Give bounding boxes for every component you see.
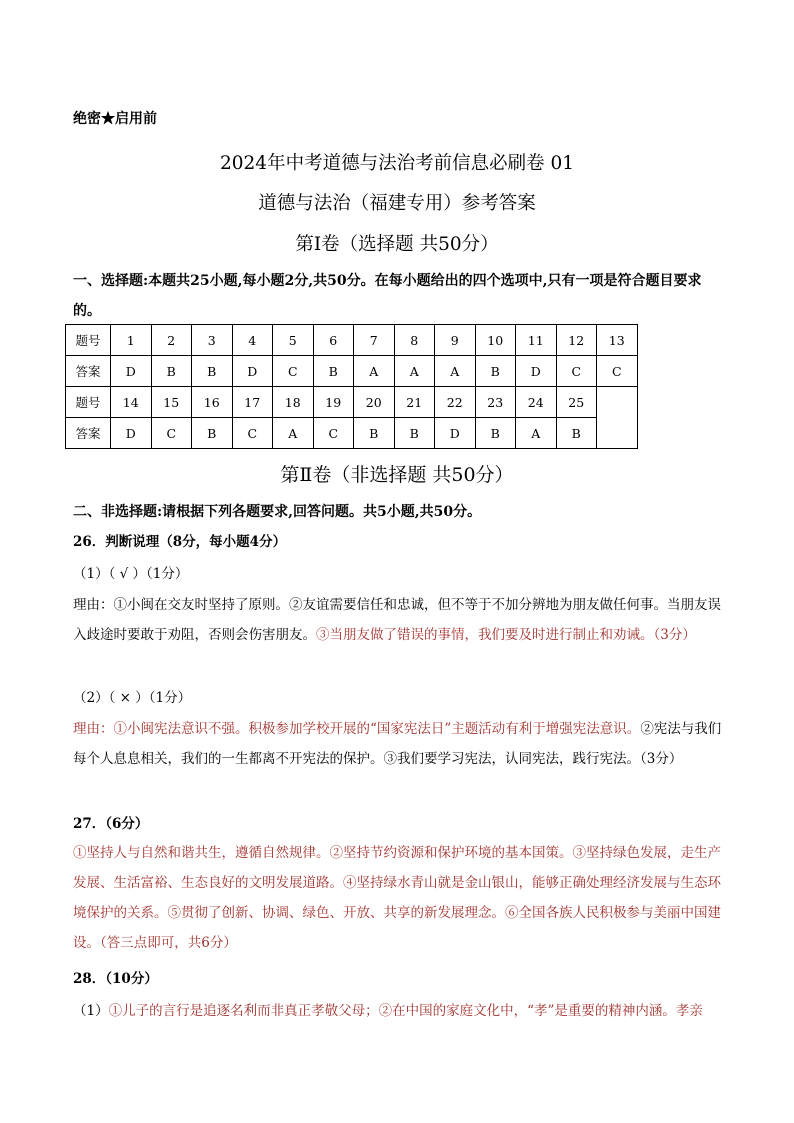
question-number: 2 — [151, 325, 192, 356]
q26-part2-reason-red: 理由：①小闽宪法意识不强。积极参加学校开展的“国家宪法日”主题活动有利于增强宪法意识。 — [73, 721, 641, 737]
question-number: 3 — [192, 325, 233, 356]
answer-cell: D — [111, 356, 152, 387]
q26-part1-reason — [73, 590, 723, 650]
section-one-instruction: 一、选择题:本题共25小题,每小题2分,共50分。在每小题给出的四个选项中,只有一项是符合题目要求的。 — [73, 273, 702, 319]
question-number: 9 — [435, 325, 476, 356]
answer-cell: D — [232, 356, 273, 387]
table-cell-label: 题号 — [66, 387, 111, 418]
question-number: 13 — [597, 325, 638, 356]
part-one-heading: 第Ⅰ卷（选择题 共50分） — [295, 234, 499, 255]
q26-part2-reason-text: ②宪法与我们每个人息息相关，我们的一生都离不开宪法的保护。③我们要学习宪法，认同宪法，践行宪法。（3分） — [73, 721, 722, 767]
answer-cell: B — [151, 356, 192, 387]
answer-cell: B — [192, 356, 233, 387]
question-number: 15 — [151, 387, 192, 418]
question-number: 20 — [354, 387, 395, 418]
answer-cell: C — [273, 356, 314, 387]
answer-cell: B — [475, 418, 516, 449]
question-number: 22 — [435, 387, 476, 418]
answer-table — [65, 324, 638, 449]
question-number: 10 — [475, 325, 516, 356]
answer-cell: B — [354, 418, 395, 449]
answer-cell: B — [313, 356, 354, 387]
question-number: 7 — [354, 325, 395, 356]
empty-cell — [597, 387, 638, 449]
q27-answer: ①坚持人与自然和谐共生，遵循自然规律。②坚持节约资源和保护环境的基本国策。③坚持绿色发展，走生产发展、生活富裕、生态良好的文明发展道路。④坚持绿水青山就是金山银山，能够正确处理经济发展与生态环境保护的关系。⑤贯彻了创新、协调、绿色、开放、共享的新发展理念。⑥全国各族人民积极参与美丽中国建设。（答三点即可，共6分） — [73, 845, 721, 951]
question-number: 17 — [232, 387, 273, 418]
question-number: 5 — [273, 325, 314, 356]
q26-heading: 26．判断说理（8分，每小题4分） — [73, 534, 287, 550]
answer-cell: C — [597, 356, 638, 387]
q26-part1-mark: （1）（ √ ）（1分） — [73, 566, 189, 582]
answer-cell: B — [394, 418, 435, 449]
question-number: 25 — [556, 387, 597, 418]
q28-part1-label: （1） — [73, 1003, 109, 1019]
question-number: 4 — [232, 325, 273, 356]
question-number: 18 — [273, 387, 314, 418]
exam-subtitle: 道德与法治（福建专用）参考答案 — [258, 193, 536, 214]
part-two-heading: 第Ⅱ卷（非选择题 共50分） — [280, 464, 514, 486]
answer-cell: D — [111, 418, 152, 449]
q26-part2-reason — [73, 714, 723, 774]
q27-heading: 27．（6分） — [73, 816, 149, 832]
answer-cell: A — [435, 356, 476, 387]
answer-cell: B — [192, 418, 233, 449]
question-number: 11 — [516, 325, 557, 356]
section-two-instruction: 二、非选择题:请根据下列各题要求,回答问题。共5小题,共50分。 — [73, 504, 482, 520]
table-row — [66, 325, 638, 356]
question-number: 14 — [111, 387, 152, 418]
answer-cell: A — [273, 418, 314, 449]
question-number: 19 — [313, 387, 354, 418]
question-number: 6 — [313, 325, 354, 356]
question-number: 16 — [192, 387, 233, 418]
q26-part1-reason-red: ③当朋友做了错误的事情，我们要及时进行制止和劝诫。（3分） — [316, 627, 696, 643]
answer-cell: A — [516, 418, 557, 449]
table-cell-label: 答案 — [66, 356, 111, 387]
answer-cell: A — [394, 356, 435, 387]
q26-part2-mark: （2）（ × ）（1分） — [73, 690, 192, 706]
answer-cell: D — [435, 418, 476, 449]
answer-cell: D — [516, 356, 557, 387]
table-row — [66, 387, 638, 418]
q28-part1 — [73, 996, 723, 1026]
question-number: 1 — [111, 325, 152, 356]
exam-title: 2024年中考道德与法治考前信息必刷卷 01 — [219, 153, 574, 174]
answer-cell: B — [475, 356, 516, 387]
question-number: 23 — [475, 387, 516, 418]
q28-part1-text: ①儿子的言行是追逐名利而非真正孝敬父母；②在中国的家庭文化中，“孝”是重要的精神内涵。孝亲 — [108, 1003, 703, 1019]
answer-cell: C — [313, 418, 354, 449]
answer-cell: C — [151, 418, 192, 449]
table-row — [66, 418, 638, 449]
q28-heading: 28．（10分） — [73, 971, 158, 987]
question-number: 21 — [394, 387, 435, 418]
question-number: 24 — [516, 387, 557, 418]
q26-part1-reason-text: 理由：①小闽在交友时坚持了原则。②友谊需要信任和忠诚，但不等于不加分辨地为朋友做任何事。当朋友误入歧途时要敢于劝阻，否则会伤害朋友。 — [73, 597, 721, 643]
answer-cell: C — [232, 418, 273, 449]
table-cell-label: 题号 — [66, 325, 111, 356]
answer-cell: C — [556, 356, 597, 387]
answer-cell: B — [556, 418, 597, 449]
question-number: 12 — [556, 325, 597, 356]
confidential-label: 绝密★启用前 — [73, 111, 157, 127]
table-row — [66, 356, 638, 387]
table-cell-label: 答案 — [66, 418, 111, 449]
answer-cell: A — [354, 356, 395, 387]
question-number: 8 — [394, 325, 435, 356]
